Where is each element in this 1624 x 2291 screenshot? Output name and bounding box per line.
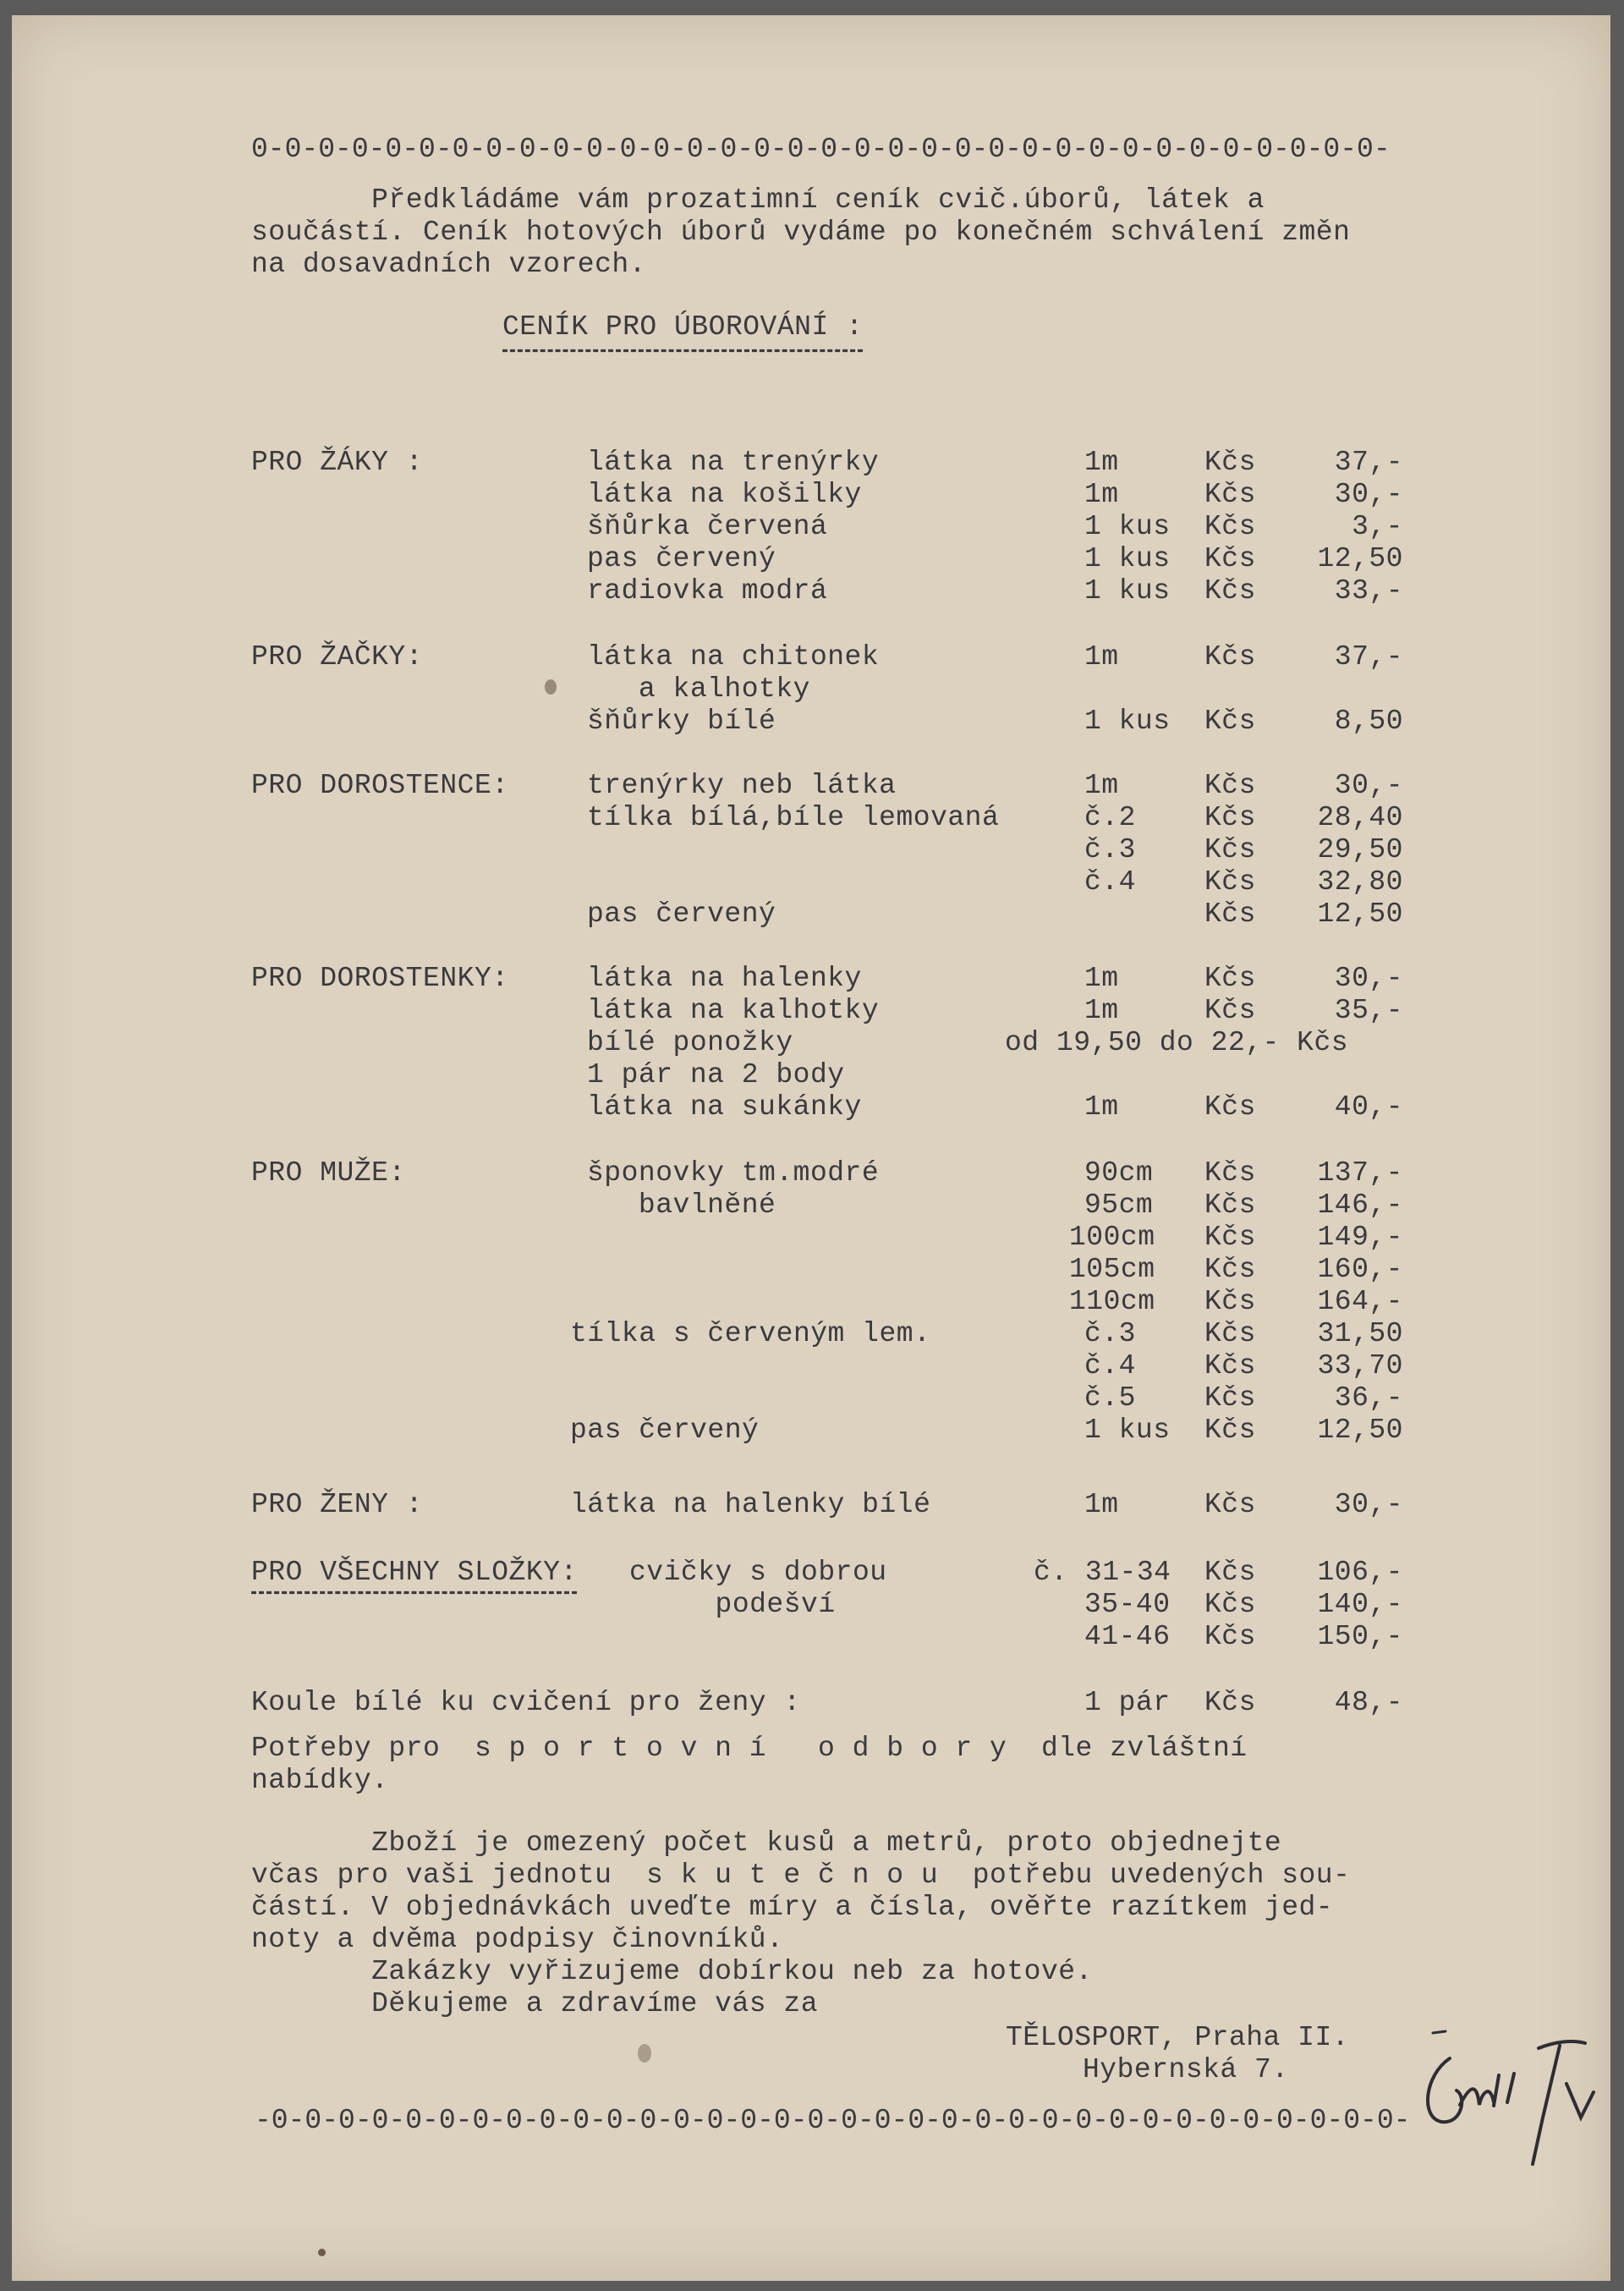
item-quantity: 1 kus xyxy=(1084,706,1171,737)
currency-label: Kčs xyxy=(1204,1589,1256,1620)
item-price: 28,40 xyxy=(1317,802,1403,833)
item-description: tílka s červeným lem. xyxy=(570,1318,931,1349)
closing-line-3: částí. V objednávkách uveďte míry a čísla, ověřte razítkem jed- xyxy=(251,1892,1334,1923)
item-quantity: 1m xyxy=(1084,479,1119,510)
item-description: látka na kalhotky xyxy=(587,995,880,1026)
currency-label: Kčs xyxy=(1204,1189,1256,1221)
item-price: 137,- xyxy=(1317,1157,1403,1189)
item-quantity: 1 kus xyxy=(1084,543,1171,574)
currency-label: Kčs xyxy=(1204,1254,1256,1285)
item-description: látka na halenky xyxy=(587,963,862,994)
item-description: šňůrky bílé xyxy=(587,706,776,737)
intro-line-2: součástí. Ceník hotových úborů vydáme po konečném schválení změn xyxy=(251,217,1351,248)
currency-label: Kčs xyxy=(1204,866,1256,898)
currency-label: Kčs xyxy=(1204,1286,1256,1317)
currency-label: Kčs xyxy=(1204,1222,1256,1253)
currency-label: Kčs xyxy=(1204,898,1256,930)
currency-label: Kčs xyxy=(1204,447,1256,478)
sender-address: Hybernská 7. xyxy=(1083,2054,1289,2085)
item-price: 30,- xyxy=(1334,479,1403,510)
item-quantity: č. 31-34 xyxy=(1034,1557,1171,1588)
group-label: PRO ŽENY : xyxy=(251,1489,424,1520)
item-price: 146,- xyxy=(1317,1189,1403,1221)
item-quantity: č.5 xyxy=(1084,1382,1136,1414)
currency-label: Kčs xyxy=(1204,1318,1256,1349)
item-price: 160,- xyxy=(1317,1254,1403,1285)
item-price: 140,- xyxy=(1317,1589,1403,1620)
item-quantity: od 19,50 do 22,- Kčs xyxy=(1005,1027,1349,1058)
item-description: 1 pár na 2 body xyxy=(587,1059,845,1091)
item-price: 12,50 xyxy=(1317,1415,1403,1446)
group-label: PRO VŠECHNY SLOŽKY: xyxy=(251,1557,578,1588)
closing-line-6: Děkujeme a zdravíme vás za xyxy=(251,1988,819,2019)
group-label: Koule bílé ku cvičení pro ženy : xyxy=(251,1687,801,1718)
item-description: bavlněné xyxy=(587,1189,776,1221)
group-label: PRO DOROSTENCE: xyxy=(251,770,509,801)
item-description: pas červený xyxy=(587,898,776,930)
group-label: PRO MUŽE: xyxy=(251,1157,406,1189)
item-price: 106,- xyxy=(1317,1557,1403,1588)
item-quantity: 1 kus xyxy=(1084,575,1171,607)
currency-label: Kčs xyxy=(1204,1687,1256,1718)
item-description: látka na chitonek xyxy=(587,641,880,673)
item-quantity: 1 kus xyxy=(1084,1415,1171,1446)
currency-label: Kčs xyxy=(1204,770,1256,801)
group-label: PRO ŽÁKY : xyxy=(251,447,424,478)
document-sheet xyxy=(12,15,1610,2281)
item-quantity: 1m xyxy=(1084,1091,1119,1123)
item-quantity: 1m xyxy=(1084,770,1119,801)
needs-line-2: nabídky. xyxy=(251,1765,389,1796)
item-quantity: č.3 xyxy=(1084,834,1136,865)
item-quantity: 41-46 xyxy=(1084,1621,1171,1652)
item-price: 40,- xyxy=(1334,1091,1403,1123)
item-quantity: 95cm xyxy=(1084,1189,1154,1221)
currency-label: Kčs xyxy=(1204,641,1256,673)
item-description: trenýrky neb látka xyxy=(587,770,897,801)
item-description: pas červený xyxy=(570,1415,760,1446)
item-price: 37,- xyxy=(1334,447,1403,478)
currency-label: Kčs xyxy=(1204,1415,1256,1446)
item-quantity: 100cm xyxy=(1069,1222,1155,1253)
item-description: šponovky tm.modré xyxy=(587,1157,880,1189)
item-price: 33,70 xyxy=(1317,1350,1403,1382)
currency-label: Kčs xyxy=(1204,802,1256,833)
item-quantity: č.4 xyxy=(1084,866,1136,898)
currency-label: Kčs xyxy=(1204,995,1256,1026)
paper-speck xyxy=(318,2249,326,2256)
intro-line-3: na dosavadních vzorech. xyxy=(251,249,646,280)
item-quantity: 110cm xyxy=(1069,1286,1155,1317)
item-quantity: 90cm xyxy=(1084,1157,1154,1189)
currency-label: Kčs xyxy=(1204,1382,1256,1414)
price-list-title: CENÍK PRO ÚBOROVÁNÍ : xyxy=(502,311,864,343)
item-description: podešví xyxy=(629,1589,836,1620)
currency-label: Kčs xyxy=(1204,706,1256,737)
item-price: 164,- xyxy=(1317,1286,1403,1317)
item-description: tílka bílá,bíle lemovaná xyxy=(587,802,1000,833)
sender-name: TĚLOSPORT, Praha II. xyxy=(1006,2022,1350,2053)
item-price: 12,50 xyxy=(1317,543,1403,574)
item-quantity: 1m xyxy=(1084,963,1119,994)
item-price: 150,- xyxy=(1317,1621,1403,1652)
closing-line-4: noty a dvěma podpisy činovníků. xyxy=(251,1924,784,1955)
currency-label: Kčs xyxy=(1204,511,1256,542)
closing-line-2: včas pro vaši jednotu s k u t e č n o u potřebu uvedených sou- xyxy=(251,1860,1351,1891)
currency-label: Kčs xyxy=(1204,1091,1256,1123)
handwritten-signature xyxy=(1399,2025,1610,2168)
item-quantity: 1m xyxy=(1084,995,1119,1026)
item-price: 3,- xyxy=(1352,511,1403,542)
item-price: 30,- xyxy=(1334,1489,1403,1520)
item-description: cvičky s dobrou xyxy=(629,1557,887,1588)
item-description: pas červený xyxy=(587,543,776,574)
currency-label: Kčs xyxy=(1204,543,1256,574)
item-quantity: č.2 xyxy=(1084,802,1136,833)
item-quantity: 1m xyxy=(1084,641,1119,673)
item-quantity: 1m xyxy=(1084,447,1119,478)
closing-line-5: Zakázky vyřizujeme dobírkou neb za hotové. xyxy=(251,1956,1093,1987)
item-price: 29,50 xyxy=(1317,834,1403,865)
item-price: 37,- xyxy=(1334,641,1403,673)
item-quantity: 105cm xyxy=(1069,1254,1155,1285)
bottom-rule: -0-0-0-0-0-0-0-0-0-0-0-0-0-0-0-0-0-0-0-0-0-0-0-0-0-0-0-0-0-0-0-0-0-0- xyxy=(255,2105,1411,2136)
currency-label: Kčs xyxy=(1204,575,1256,607)
item-description: bílé ponožky xyxy=(587,1027,793,1058)
item-price: 12,50 xyxy=(1317,898,1403,930)
group-label: PRO ŽAČKY: xyxy=(251,641,424,673)
currency-label: Kčs xyxy=(1204,1557,1256,1588)
closing-line-1: Zboží je omezený počet kusů a metrů, proto objednejte xyxy=(251,1827,1282,1859)
item-price: 8,50 xyxy=(1334,706,1403,737)
item-price: 32,80 xyxy=(1317,866,1403,898)
item-description: látka na košilky xyxy=(587,479,862,510)
intro-line-1: Předkládáme vám prozatimní ceník cvič.úborů, látek a xyxy=(251,184,1265,216)
item-quantity: č.4 xyxy=(1084,1350,1136,1382)
item-description: látka na trenýrky xyxy=(587,447,880,478)
item-price: 35,- xyxy=(1334,995,1403,1026)
item-price: 30,- xyxy=(1334,770,1403,801)
item-description: látka na sukánky xyxy=(587,1091,862,1123)
currency-label: Kčs xyxy=(1204,963,1256,994)
item-quantity: 1 kus xyxy=(1084,511,1171,542)
item-price: 33,- xyxy=(1334,575,1403,607)
item-quantity: 1m xyxy=(1084,1489,1119,1520)
group-label: PRO DOROSTENKY: xyxy=(251,963,509,994)
paper-speck xyxy=(638,2044,651,2063)
currency-label: Kčs xyxy=(1204,479,1256,510)
top-rule: 0-0-0-0-0-0-0-0-0-0-0-0-0-0-0-0-0-0-0-0-0-0-0-0-0-0-0-0-0-0-0-0-0-0- xyxy=(251,134,1391,165)
item-quantity: č.3 xyxy=(1084,1318,1136,1349)
currency-label: Kčs xyxy=(1204,1489,1256,1520)
currency-label: Kčs xyxy=(1204,834,1256,865)
item-description: a kalhotky xyxy=(587,673,810,705)
currency-label: Kčs xyxy=(1204,1350,1256,1382)
item-quantity: 35-40 xyxy=(1084,1589,1171,1620)
item-price: 48,- xyxy=(1334,1687,1403,1718)
currency-label: Kčs xyxy=(1204,1157,1256,1189)
item-quantity: 1 pár xyxy=(1084,1687,1171,1718)
item-description: látka na halenky bílé xyxy=(570,1489,931,1520)
item-price: 31,50 xyxy=(1317,1318,1403,1349)
paper-speck xyxy=(545,679,557,695)
item-description: radiovka modrá xyxy=(587,575,828,607)
item-price: 30,- xyxy=(1334,963,1403,994)
currency-label: Kčs xyxy=(1204,1621,1256,1652)
needs-line-1: Potřeby pro s p o r t o v n í o d b o r y dle zvláštní xyxy=(251,1733,1248,1764)
item-price: 36,- xyxy=(1334,1382,1403,1414)
item-price: 149,- xyxy=(1317,1222,1403,1253)
item-description: šňůrka červená xyxy=(587,511,828,542)
